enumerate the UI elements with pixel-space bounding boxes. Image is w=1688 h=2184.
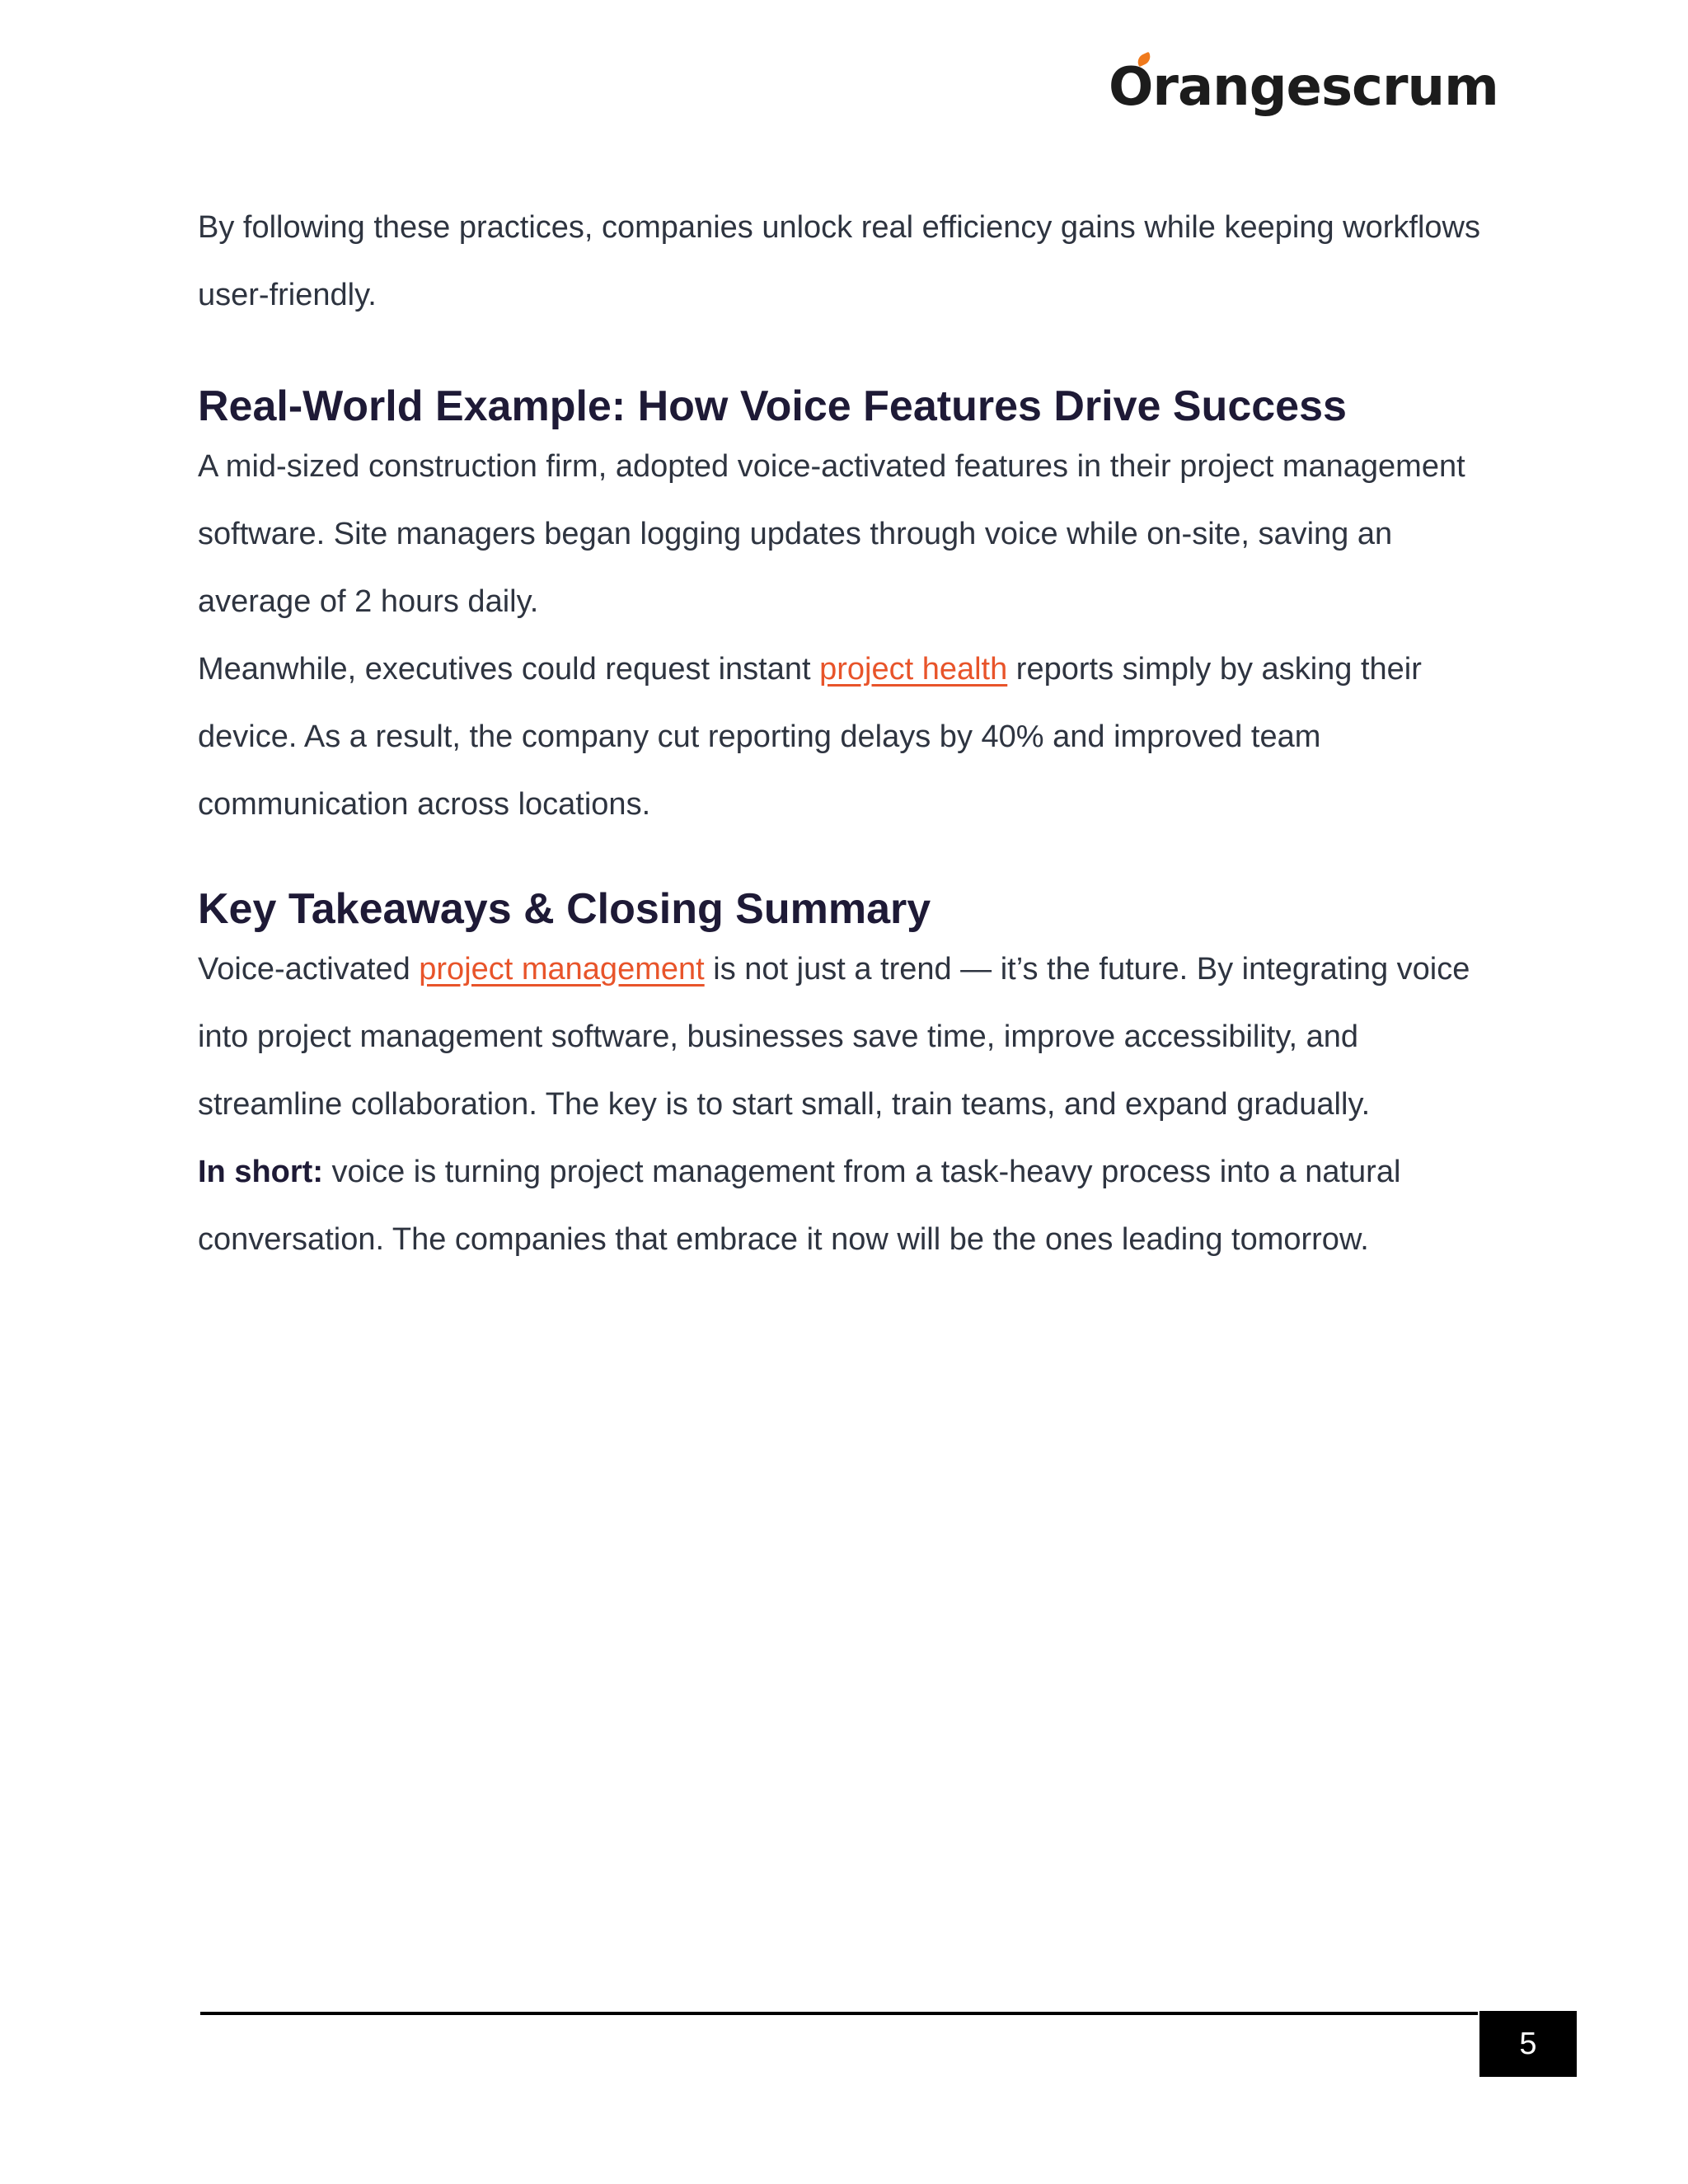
intro-paragraph: By following these practices, companies unlock real efficiency gains while keeping workflows user-friendly. — [198, 210, 1480, 312]
executives-paragraph — [198, 635, 1492, 838]
page-number: 5 — [1479, 2011, 1577, 2077]
paragraph-text: is not just a trend — it’s the future. By integrating voice into project management software, businesses save time, improve accessibility, and streamline collaboration. The key is to start small, train teams, and expand gradually. — [198, 952, 1470, 1122]
orangescrum-logo — [1109, 54, 1496, 145]
logo-text: Orangescrum — [1109, 57, 1498, 118]
voice-activated-paragraph — [198, 935, 1492, 1138]
section-heading-real-world-example: Real-World Example: How Voice Features Drive Success — [198, 382, 1347, 430]
in-short-paragraph — [198, 1138, 1492, 1273]
paragraph-text: voice is turning project management from a task-heavy process into a natural conversation. The companies that embrace it now will be the ones leading tomorrow. — [198, 1155, 1401, 1257]
in-short-label: In short: — [198, 1155, 323, 1189]
project-management-link[interactable]: project management — [419, 952, 705, 987]
paragraph-text: reports simply by asking their device. As a result, the company cut reporting delays by 40% and improved team communication across locations. — [198, 652, 1422, 822]
construction-firm-paragraph: A mid-sized construction firm, adopted voice-activated features in their project management software. Site managers began logging updates through voice while on-site, saving an average of 2 hours daily. — [198, 449, 1465, 619]
paragraph-text: Meanwhile, executives could request instant — [198, 652, 820, 687]
paragraph-text: Voice-activated — [198, 952, 420, 987]
page-content — [198, 194, 1492, 1273]
footer-divider — [200, 2012, 1478, 2015]
section-heading-key-takeaways: Key Takeaways & Closing Summary — [198, 885, 931, 933]
project-health-link[interactable]: project health — [819, 652, 1008, 687]
